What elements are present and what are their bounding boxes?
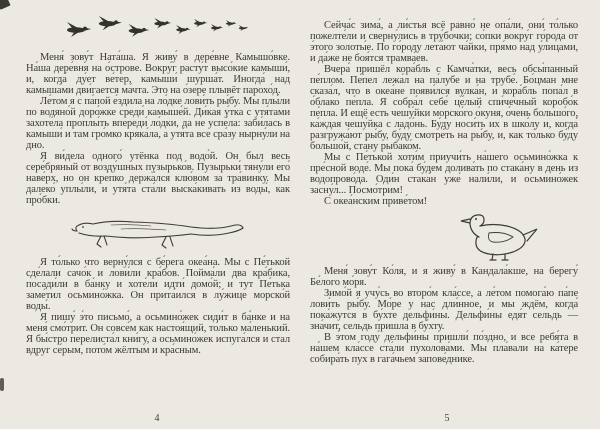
page-left xyxy=(16,0,298,429)
paragraph: Меня́ зову́т Ко́ля, и я живу́ в Кандала́кше, на берегу́ Бе́лого мо́ря. xyxy=(310,266,578,288)
paragraph: Зимо́й я учу́сь во второ́м кла́ссе, а ле́том помога́ю па́пе лови́ть ры́бу. Мо́ре у нас дли́нное, и мы ждём, когда́ пока́жутся в бу́хте дельфи́ны. Дельфи́ны едя́т сельдь — зна́чит, сельдь пришла́ в бу́хту. xyxy=(310,288,578,332)
scan-artifact xyxy=(0,378,4,391)
paragraph: Мы с Пе́тькой хоти́м приучи́ть на́шего осьмино́жка к пре́сной воде́. Мы пока́ бу́дем долива́ть по стака́ну в день из водопрово́да. Оди́н стака́н уже́ нали́ли, и осьмино́жек засну́л... Посмо́трим! xyxy=(310,152,578,196)
page-number-right: 5 xyxy=(444,413,450,424)
paragraph: Ле́том я с па́пой е́здила на ло́дке лови́ть ры́бу. Мы плы́ли по водяно́й доро́жке среди́ камыше́й. Ди́кая у́тка с утя́тами захоте́ла проплы́ть впереди́ ло́дки, да не успе́ла: заби́лась в камыши́ и там гро́мко кряка́ла, а утя́та все сра́зу нырну́ли на дно. xyxy=(26,96,290,151)
paragraph: Я пишу́ э́то письмо́, а осьмино́жек сиди́т в ба́нке и на меня́ смо́трит. Он совсе́м как настоя́щий, то́лько ма́ленький. Я бы́стро перелиста́л кни́гу, а осьмино́жек испуга́лся и стал вдруг се́рым, пото́м жёлтым и кра́сным. xyxy=(26,312,290,356)
flying-ducks-illustration xyxy=(26,14,290,44)
letter-signature: С океа́нским приве́том! xyxy=(324,196,428,207)
page-right xyxy=(304,0,590,429)
page-number-left: 4 xyxy=(154,413,160,424)
paragraph: Я то́лько что верну́лся с бе́рега океа́на. Мы с Пе́тькой сде́лали сачо́к и лови́ли кра́бов. Пойма́ли два кра́бика, посади́ли в ба́нку и хоте́ли идти́ домо́й; и тут Пе́тька заме́тил осьмино́жка. Он прита́ился в лу́жице морско́й воды́. xyxy=(26,257,290,312)
goose-icon xyxy=(449,211,544,261)
lizard-icon xyxy=(71,213,246,251)
paragraph: Меня́ зову́т Ната́ша. Я живу́ в дере́вне Камышо́вке. На́ша дере́вня на о́строве. Вокру́г расту́т высо́кие камыши́, и, когда́ ду́ет ве́тер, камыши́ шурша́т. Иногда́ над камыша́ми дви́гается ма́чта. Это на о́зере плывёт парохо́д. xyxy=(26,52,290,96)
flying-ducks-icon xyxy=(63,14,253,44)
paragraph: Я ви́дела одного́ утёнка под водо́й. Он был весь сере́бряный от возду́шных пузырько́в. Пузырьки́ тяну́ли его́ наве́рх, но он кре́пко держа́лся клю́вом за тра́винку. Мы далеко́ уплы́ли, и утя́та ста́ли выска́кивать из воды́, как про́бки. xyxy=(26,151,290,206)
paragraph: В э́том году́ дельфи́ны пришли́ по́здно, и все ребя́та в на́шем кла́ссе ста́ли пухолова́ми. Мы пла́вали на ка́тере собира́ть пух в гага́чьем запове́днике. xyxy=(310,332,578,365)
lizard-illustration xyxy=(26,213,290,251)
goose-illustration xyxy=(310,211,578,261)
paragraph: Вчера́ пришёл кора́бль с Камча́тки, весь обсы́панный пе́плом. Пе́пел лежа́л на па́лубе и на трубе́. Бо́цман мне сказа́л, что в океа́не появи́лся вулка́н, и кора́бль попа́л в о́блако пе́пла. Я собра́л себе́ це́лый спи́чечный коробо́к пе́пла. И ещё есть чешу́йки морско́го о́куня, о́чень большо́го, ка́ждая чешу́йка с ладо́нь. Бу́ду носи́ть их в шко́лу и, когда́ разгружа́ют ры́бу, бу́ду смотре́ть на ры́бу, и, как то́лько бу́ду большо́й, ста́ну рыбако́м. xyxy=(310,64,578,152)
scan-artifact xyxy=(0,0,11,10)
paragraph: Сейча́с зима́, а ли́стья всё равно́ не опа́ли, они́ то́лько пожелте́ли и сверну́лись в тру́бочки; со́пки вокру́г го́рода от э́того золоты́е. По го́роду лета́ют ча́йки, пря́мо над у́лицами, и да́же не боя́тся трамва́ев. xyxy=(310,20,578,64)
